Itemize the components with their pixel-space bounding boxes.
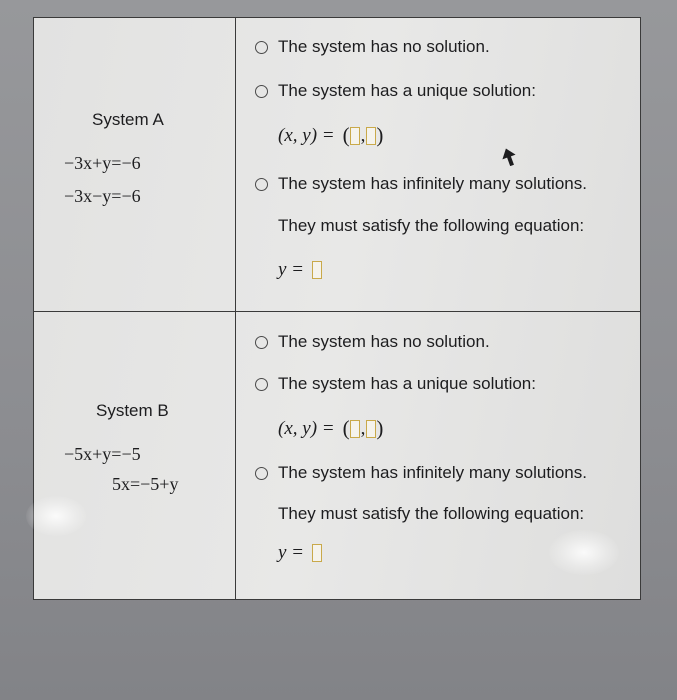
system-a-equation-2: −3x−y=−6	[64, 186, 141, 206]
comma: ,	[360, 417, 366, 439]
system-b-y-row	[278, 542, 322, 564]
systems-table	[33, 17, 641, 600]
y-equation-input[interactable]	[312, 261, 322, 279]
x-answer-input[interactable]	[350, 127, 360, 145]
screen-glare	[549, 530, 619, 575]
system-a-xy-row	[278, 123, 383, 148]
option-label: The system has no solution.	[278, 37, 490, 56]
close-paren: )	[376, 416, 384, 440]
system-a-option-infinite[interactable]	[255, 174, 587, 194]
y-equation-input[interactable]	[312, 544, 322, 562]
radio-icon[interactable]	[255, 336, 268, 349]
y-answer-input[interactable]	[366, 127, 376, 145]
system-b-title: System B	[96, 401, 169, 420]
system-a-title: System A	[92, 110, 164, 129]
system-b-option-unique[interactable]	[255, 374, 536, 394]
column-divider	[235, 18, 236, 599]
open-paren: (	[342, 123, 350, 147]
option-label: The system has infinitely many solutions.	[278, 174, 587, 193]
x-answer-input[interactable]	[350, 420, 360, 438]
option-label: The system has no solution.	[278, 332, 490, 351]
system-b-equation-2: 5x=−5+y	[112, 474, 179, 494]
system-b-xy-row	[278, 416, 383, 441]
system-b-equation-1: −5x+y=−5	[64, 444, 141, 464]
radio-icon[interactable]	[255, 378, 268, 391]
mouse-cursor-icon	[502, 148, 516, 166]
y-answer-input[interactable]	[366, 420, 376, 438]
option-label: The system has a unique solution:	[278, 81, 536, 100]
row-divider	[34, 311, 640, 312]
radio-icon[interactable]	[255, 85, 268, 98]
screen-glare	[26, 496, 86, 536]
system-a-y-row	[278, 259, 322, 281]
close-paren: )	[376, 123, 384, 147]
xy-label: (x, y) =	[278, 417, 335, 439]
system-a-option-unique[interactable]	[255, 81, 536, 101]
open-paren: (	[342, 416, 350, 440]
option-label: The system has a unique solution:	[278, 374, 536, 393]
y-label: y =	[278, 259, 305, 280]
system-b-option-infinite[interactable]	[255, 463, 587, 483]
system-a-option-no-solution[interactable]	[255, 37, 490, 57]
system-b-option-no-solution[interactable]	[255, 332, 490, 352]
y-label: y =	[278, 542, 305, 563]
comma: ,	[360, 124, 366, 146]
radio-icon[interactable]	[255, 467, 268, 480]
option-label: The system has infinitely many solutions.	[278, 463, 587, 482]
system-a-equation-1: −3x+y=−6	[64, 153, 141, 173]
radio-icon[interactable]	[255, 178, 268, 191]
xy-label: (x, y) =	[278, 124, 335, 146]
system-b-must-satisfy: They must satisfy the following equation:	[278, 504, 585, 523]
radio-icon[interactable]	[255, 41, 268, 54]
system-a-must-satisfy: They must satisfy the following equation:	[278, 216, 585, 235]
